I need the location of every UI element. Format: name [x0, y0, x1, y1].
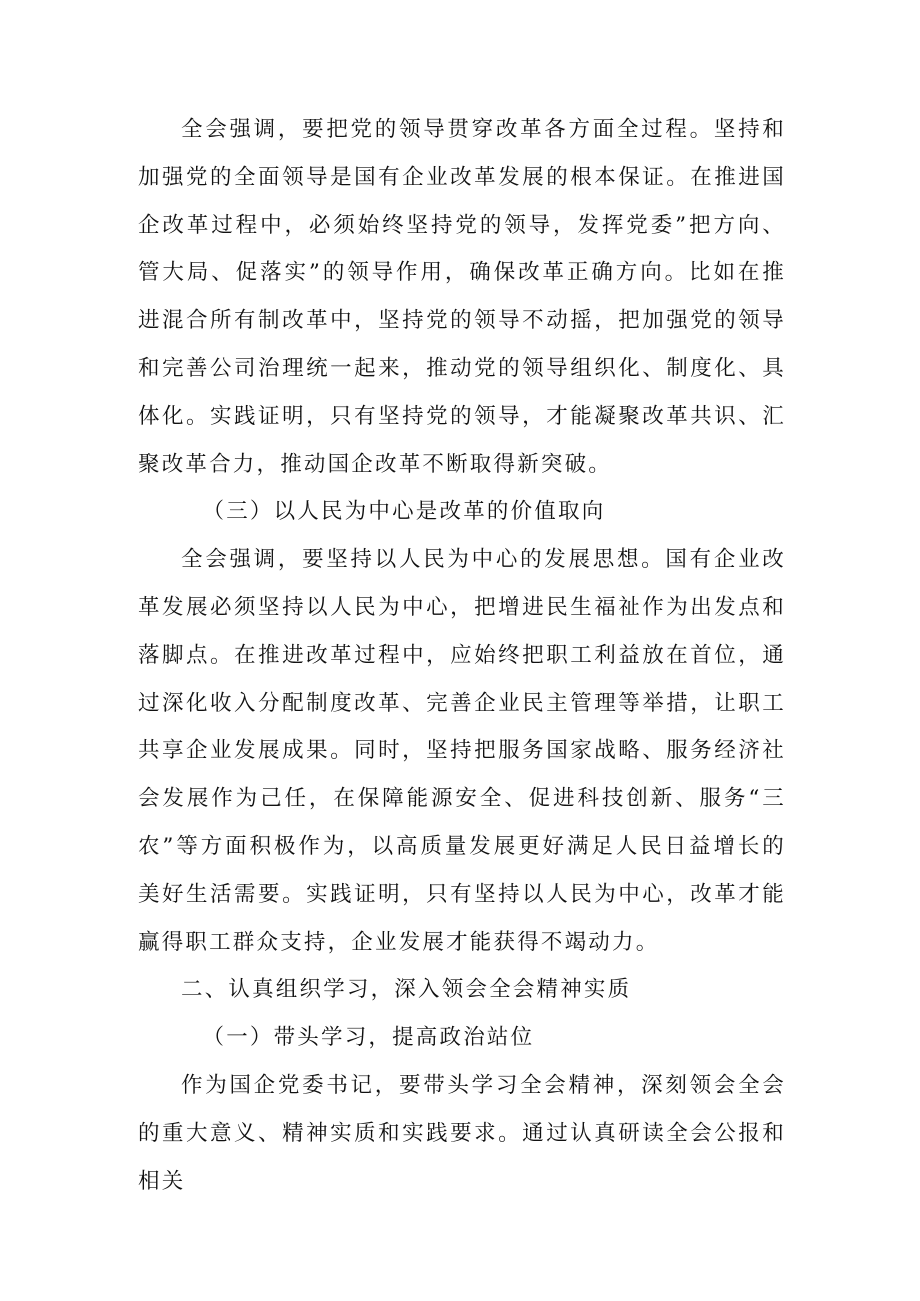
section-heading-study: 二、认真组织学习，深入领会全会精神实质 [181, 977, 632, 1003]
paragraph-party-leadership: 全会强调，要把党的领导贯穿改革各方面全过程。坚持和加强党的全面领导是国有企业改革发展的根本保证。在推进国企改革过程中，必须始终坚持党的领导，发挥党委”把方向、管大局、促落实”的领导作用，确保改革正确方向。比如在推进混合所有制改革中，坚持党的领导不动摇，把加强党的领导和完善公司治理统一起来，推动党的领导组织化、制度化、具体化。实践证明，只有坚持党的领导，才能凝聚改革共识、汇聚改革合力，推动国企改革不断取得新突破。 [138, 117, 786, 477]
paragraph-lead-study: 作为国企党委书记，要带头学习全会精神，深刻领会全会的重大意义、精神实质和实践要求。通过认真研读全会公报和相关 [138, 1072, 786, 1194]
subheading-lead-study: （一）带头学习，提高政治站位 [202, 1025, 535, 1051]
paragraph-people-centered: 全会强调，要坚持以人民为中心的发展思想。国有企业改革发展必须坚持以人民为中心，把增进民生福祉作为出发点和落脚点。在推进改革过程中，应始终把职工利益放在首位，通过深化收入分配制度改革、完善企业民主管理等举措，让职工共享企业发展成果。同时，坚持把服务国家战略、服务经济社会发展作为己任，在保障能源安全、促进科技创新、服务“三农”等方面积极作为，以高质量发展更好满足人民日益增长的美好生活需要。实践证明，只有坚持以人民为中心，改革才能赢得职工群众支持，企业发展才能获得不竭动力。 [138, 547, 786, 955]
subheading-people-centered: （三）以人民为中心是改革的价值取向 [202, 499, 606, 525]
document-body [138, 106, 786, 1205]
